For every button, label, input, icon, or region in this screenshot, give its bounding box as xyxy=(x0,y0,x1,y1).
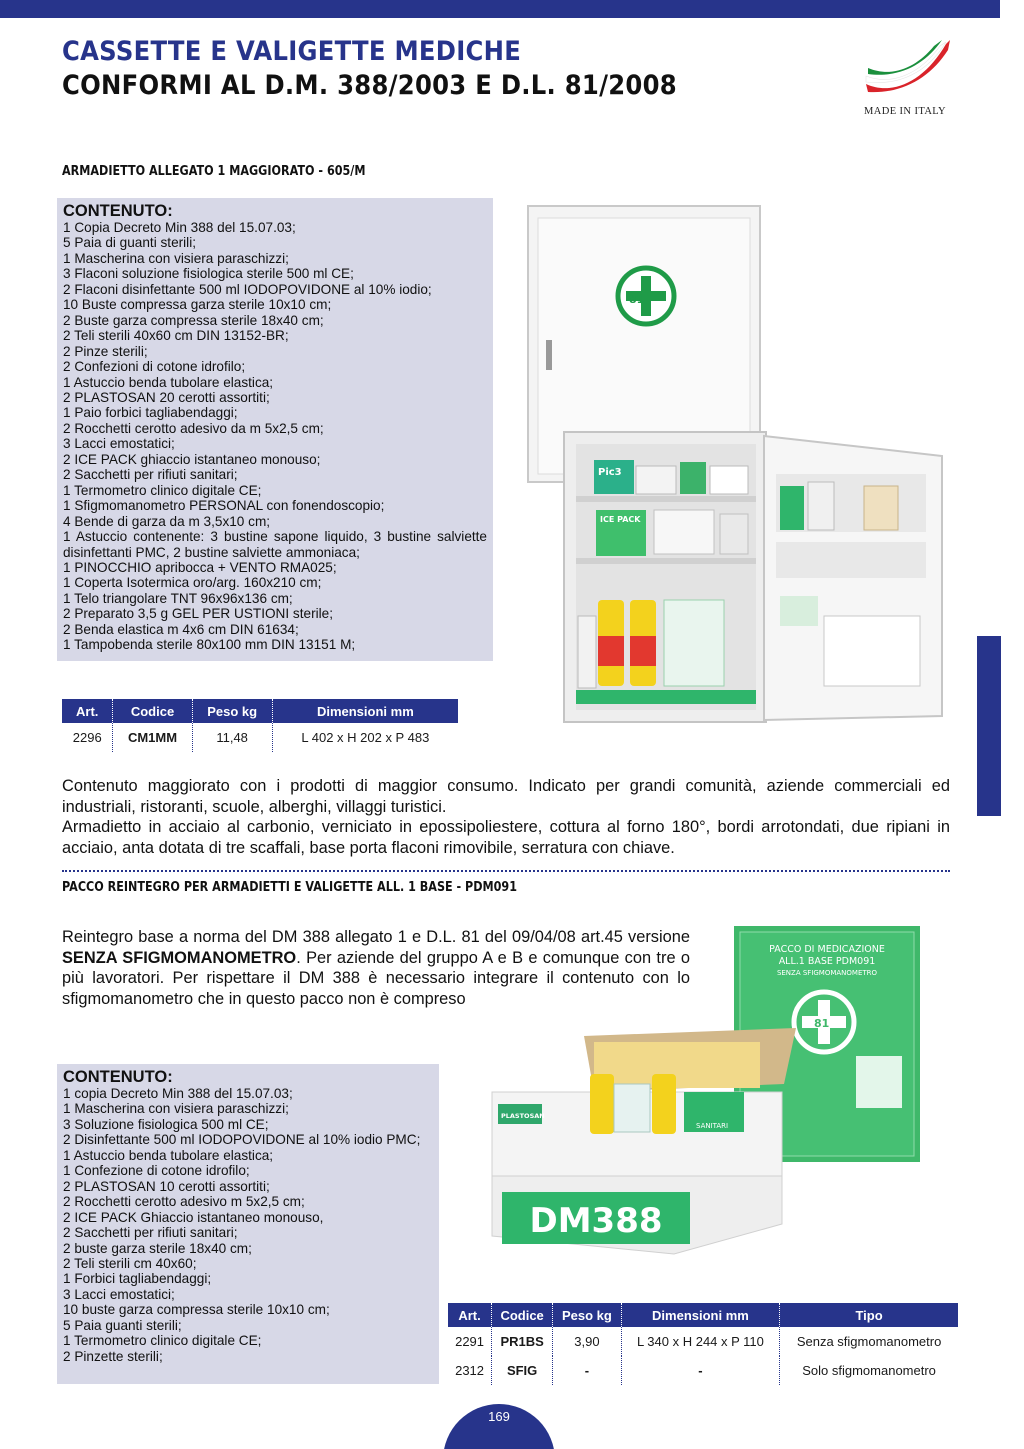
list-item: 1 Copia Decreto Min 388 del 15.07.03; xyxy=(63,220,296,235)
list-item: 1 Mascherina con visiera paraschizzi; xyxy=(63,250,289,266)
list-item: 10 Buste compressa garza sterile 10x10 cm; xyxy=(63,297,332,313)
ice-pack-label: ICE PACK xyxy=(600,515,641,524)
list-item: 2 Buste garza compressa sterile 18x40 cm; xyxy=(63,312,324,328)
table-header-tipo: Tipo xyxy=(780,1303,958,1327)
package-badge-text: 81 xyxy=(814,1017,830,1030)
section2-table xyxy=(448,1303,958,1385)
package-line-1: PACCO DI MEDICAZIONE xyxy=(769,944,885,955)
list-item: 1 Tampobenda sterile 80x100 mm DIN 13151 M; xyxy=(63,637,356,653)
list-item: 2 ICE PACK Ghiaccio istantaneo monouso, xyxy=(63,1209,324,1225)
list-item: 1 Forbici tagliabendaggi; xyxy=(63,1271,212,1287)
section2-content-heading: CONTENUTO: xyxy=(63,1068,173,1086)
table-row xyxy=(448,1356,958,1385)
list-item: 3 Flaconi soluzione fisiologica sterile 500 ml CE; xyxy=(63,266,354,282)
list-item: 2 Rocchetti cerotto adesivo da m 5x2,5 cm; xyxy=(63,420,324,436)
table-cell: Senza sfigmomanometro xyxy=(796,1334,942,1349)
list-item: 1 Termometro clinico digitale CE; xyxy=(63,482,262,498)
list-item: 2 Disinfettante 500 ml IODOPOVIDONE al 10% iodio PMC; xyxy=(63,1132,421,1148)
package-line-2: ALL.1 BASE PDM091 xyxy=(778,956,876,967)
table-cell: - xyxy=(621,1356,779,1385)
list-item: 1 Termometro clinico digitale CE; xyxy=(63,1333,262,1349)
list-item: 3 Lacci emostatici; xyxy=(63,436,175,452)
pic3-label: Pic3 xyxy=(598,467,622,478)
list-item: 1 PINOCCHIO apribocca + VENTO RMA025; xyxy=(63,559,337,575)
sanitari-label: SANITARI xyxy=(696,1122,729,1130)
table-cell: CM1MM xyxy=(113,723,192,752)
section1-content-heading: CONTENUTO: xyxy=(63,202,173,220)
section1-description xyxy=(62,776,950,858)
dm388-label: DM388 xyxy=(529,1201,663,1241)
section2-intro-before: Reintegro base a norma del DM 388 allegato 1 e D.L. 81 del 09/04/08 art.45 versione xyxy=(62,928,690,946)
table-cell: 3,90 xyxy=(553,1327,622,1356)
italy-flag-swoosh-icon xyxy=(862,38,954,104)
list-item: 3 Soluzione fisiologica 500 ml CE; xyxy=(63,1116,269,1132)
list-item: 1 Paio forbici tagliabendaggi; xyxy=(63,405,238,421)
list-item: 3 Lacci emostatici; xyxy=(63,1286,175,1302)
list-item: 2 Flaconi disinfettante 500 ml IODOPOVIDONE al 10% iodio; xyxy=(63,281,432,297)
page-title-line2: CONFORMI AL D.M. 388/2003 E D.L. 81/2008 xyxy=(62,70,677,101)
list-item: 4 Bende di garza da m 3,5x10 cm; xyxy=(63,513,271,529)
first-aid-cabinet-photo xyxy=(524,204,970,726)
table-cell: L 402 x H 202 x P 483 xyxy=(301,730,430,745)
list-item: 2 buste garza sterile 18x40 cm; xyxy=(63,1240,252,1256)
section1-description-1: Contenuto maggiorato con i prodotti di maggior consumo. Indicato per grandi comunità, aziende commerciali ed industriali, ristoranti, scuole, alberghi, villaggi turistici. xyxy=(62,777,950,816)
section1-content-box xyxy=(57,198,493,661)
list-item: 1 Sfigmomanometro PERSONAL con fonendoscopio; xyxy=(63,498,385,514)
table-header-art: Art. xyxy=(62,699,113,723)
list-item: 10 buste garza compressa sterile 10x10 cm; xyxy=(63,1302,330,1318)
table-cell: 2296 xyxy=(62,723,113,752)
side-tab xyxy=(977,636,1001,816)
table-cell: - xyxy=(553,1356,622,1385)
top-bar xyxy=(0,0,1000,18)
list-item: 5 Paia di guanti sterili; xyxy=(63,235,196,251)
list-item: 2 Teli sterili cm 40x60; xyxy=(63,1255,197,1271)
table-cell: SFIG xyxy=(492,1356,553,1385)
table-header-dimensioni: Dimensioni mm xyxy=(272,699,458,723)
table-header-peso: Peso kg xyxy=(192,699,272,723)
list-item: 2 Benda elastica m 4x6 cm DIN 61634; xyxy=(63,621,299,637)
list-item: 1 copia Decreto Min 388 del 15.07.03; xyxy=(63,1086,293,1101)
made-in-italy-text: MADE IN ITALY xyxy=(864,106,947,117)
refill-pack-photo xyxy=(484,924,924,1290)
section1-title: ARMADIETTO ALLEGATO 1 MAGGIORATO - 605/M xyxy=(62,164,366,179)
page-number: 169 xyxy=(443,1404,555,1449)
table-header-peso: Peso kg xyxy=(553,1303,622,1327)
page-title-line1: CASSETTE E VALIGETTE MEDICHE xyxy=(62,36,522,67)
table-row xyxy=(62,723,458,752)
section2-title: PACCO REINTEGRO PER ARMADIETTI E VALIGETTE ALL. 1 BASE - PDM091 xyxy=(62,880,517,895)
table-cell: L 340 x H 244 x P 110 xyxy=(621,1327,779,1356)
table-cell: 11,48 xyxy=(192,723,272,752)
package-line-3: SENZA SFIGMOMANOMETRO xyxy=(776,969,878,977)
list-item: 2 ICE PACK ghiaccio istantaneo monouso; xyxy=(63,451,321,467)
section2-content-list xyxy=(63,1086,433,1364)
list-item: 2 Teli sterili 40x60 cm DIN 13152-BR; xyxy=(63,328,289,344)
list-item: 2 Pinzette sterili; xyxy=(63,1348,163,1364)
section2-intro-after: . Per aziende del gruppo A e B e comunque con tre o più lavoratori. Per rispettare il DM 388 è necessario integrare il contenuto con lo sfigmomanometro che in questo pacco non è compreso xyxy=(62,948,691,1008)
list-item: 2 Preparato 3,5 g GEL PER USTIONI sterile; xyxy=(63,606,333,622)
list-item: 2 Pinze sterili; xyxy=(63,343,148,359)
list-item: 1 Coperta Isotermica oro/arg. 160x210 cm; xyxy=(63,575,322,591)
table-header-codice: Codice xyxy=(113,699,192,723)
list-item: 1 Confezione di cotone idrofilo; xyxy=(63,1163,250,1179)
list-item: 5 Paia guanti sterili; xyxy=(63,1317,182,1333)
plastosan-label: PLASTOSAN xyxy=(501,1112,545,1120)
list-item: 1 Telo triangolare TNT 96x96x136 cm; xyxy=(63,590,293,606)
table-header-art: Art. xyxy=(448,1303,492,1327)
list-item: 2 Sacchetti per rifiuti sanitari; xyxy=(63,1225,238,1241)
list-item: 1 Astuccio contenente: 3 bustine sapone liquido, 3 bustine salviette disinfettanti PMC, 2 bustine salviette ammoniaca; xyxy=(63,529,487,560)
table-cell: 2291 xyxy=(448,1327,492,1356)
section1-description-2: Armadietto in acciaio al carbonio, verniciato in epossipoliestere, cottura al forno 180°, bordi arrotondati, due ripiani in acciaio, anta dotata di tre scaffali, base porta flaconi rimovibile, serratura con chiave. xyxy=(62,818,950,857)
list-item: 2 Rocchetti cerotto adesivo m 5x2,5 cm; xyxy=(63,1194,305,1210)
list-item: 2 Sacchetti per rifiuti sanitari; xyxy=(63,467,238,483)
section1-content-list xyxy=(63,220,487,653)
table-header-codice: Codice xyxy=(492,1303,553,1327)
table-header-dimensioni: Dimensioni mm xyxy=(621,1303,779,1327)
list-item: 1 Mascherina con visiera paraschizzi; xyxy=(63,1101,289,1117)
table-cell: 2312 xyxy=(448,1356,492,1385)
table-row xyxy=(448,1327,958,1356)
table-cell: PR1BS xyxy=(492,1327,553,1356)
section1-table xyxy=(62,699,458,752)
made-in-italy-logo xyxy=(862,38,954,122)
list-item: 2 Confezioni di cotone idrofilo; xyxy=(63,359,246,375)
list-item: 1 Astuccio benda tubolare elastica; xyxy=(63,1147,274,1163)
list-item: 2 PLASTOSAN 10 cerotti assortiti; xyxy=(63,1178,270,1194)
list-item: 2 PLASTOSAN 20 cerotti assortiti; xyxy=(63,389,270,405)
section-divider xyxy=(62,870,950,872)
section2-intro-bold: SENZA SFIGMOMANOMETRO xyxy=(62,948,297,967)
section2-content-box xyxy=(57,1064,439,1384)
list-item: 1 Astuccio benda tubolare elastica; xyxy=(63,374,274,390)
table-cell: Solo sfigmomanometro xyxy=(802,1363,936,1378)
cabinet-badge-text: 81 xyxy=(629,293,645,306)
